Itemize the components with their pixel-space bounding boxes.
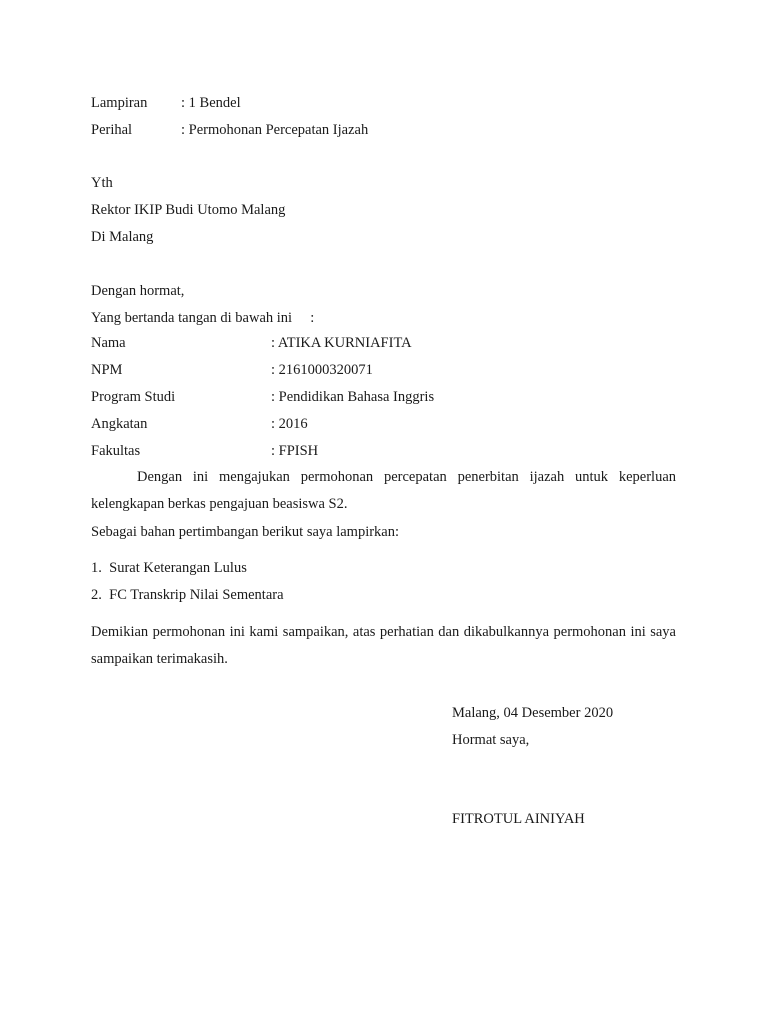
field-value: : 2161000320071	[271, 362, 373, 378]
field-label: NPM	[91, 362, 123, 378]
recipient-name: Rektor IKIP Budi Utomo Malang	[91, 202, 286, 218]
attachment-item: 2. FC Transkrip Nilai Sementara	[91, 587, 284, 603]
field-row-angkatan	[91, 415, 308, 433]
perihal-value: : Permohonan Percepatan Ijazah	[181, 122, 369, 138]
field-label: Program Studi	[91, 389, 176, 405]
field-value: : ATIKA KURNIAFITA	[271, 335, 412, 351]
field-value: : FPISH	[271, 443, 319, 459]
field-row-nama	[91, 334, 412, 352]
field-row-program-studi	[91, 388, 434, 406]
signature-name: FITROTUL AINIYAH	[452, 811, 585, 827]
field-value: : Pendidikan Bahasa Inggris	[271, 389, 435, 405]
intro-line: Yang bertanda tangan di bawah ini :	[91, 310, 315, 326]
field-row-npm	[91, 361, 373, 379]
signature-place-date: Malang, 04 Desember 2020	[452, 705, 614, 721]
lampiran-line	[91, 94, 241, 112]
attachments-intro: Sebagai bahan pertimbangan berikut saya lampirkan:	[91, 524, 400, 540]
perihal-label: Perihal	[91, 122, 133, 138]
field-label: Nama	[91, 335, 126, 351]
perihal-line	[91, 121, 368, 139]
closing-paragraph: Demikian permohonan ini kami sampaikan, atas perhatian dan dikabulkannya permohonan ini saya sampaikan terimakasih.	[91, 624, 676, 667]
lampiran-label: Lampiran	[91, 95, 148, 111]
greeting: Dengan hormat,	[91, 283, 185, 299]
request-paragraph: Dengan ini mengajukan permohonan percepatan penerbitan ijazah untuk keperluan kelengkapan berkas pengajuan beasiswa S2.	[91, 469, 676, 512]
recipient-place: Di Malang	[91, 229, 154, 245]
field-label: Angkatan	[91, 416, 148, 432]
recipient-yth: Yth	[91, 175, 113, 191]
attachment-item: 1. Surat Keterangan Lulus	[91, 560, 247, 576]
lampiran-value: : 1 Bendel	[181, 95, 241, 111]
signature-regards: Hormat saya,	[452, 732, 530, 748]
field-row-fakultas	[91, 442, 318, 460]
field-label: Fakultas	[91, 443, 141, 459]
field-value: : 2016	[271, 416, 308, 432]
